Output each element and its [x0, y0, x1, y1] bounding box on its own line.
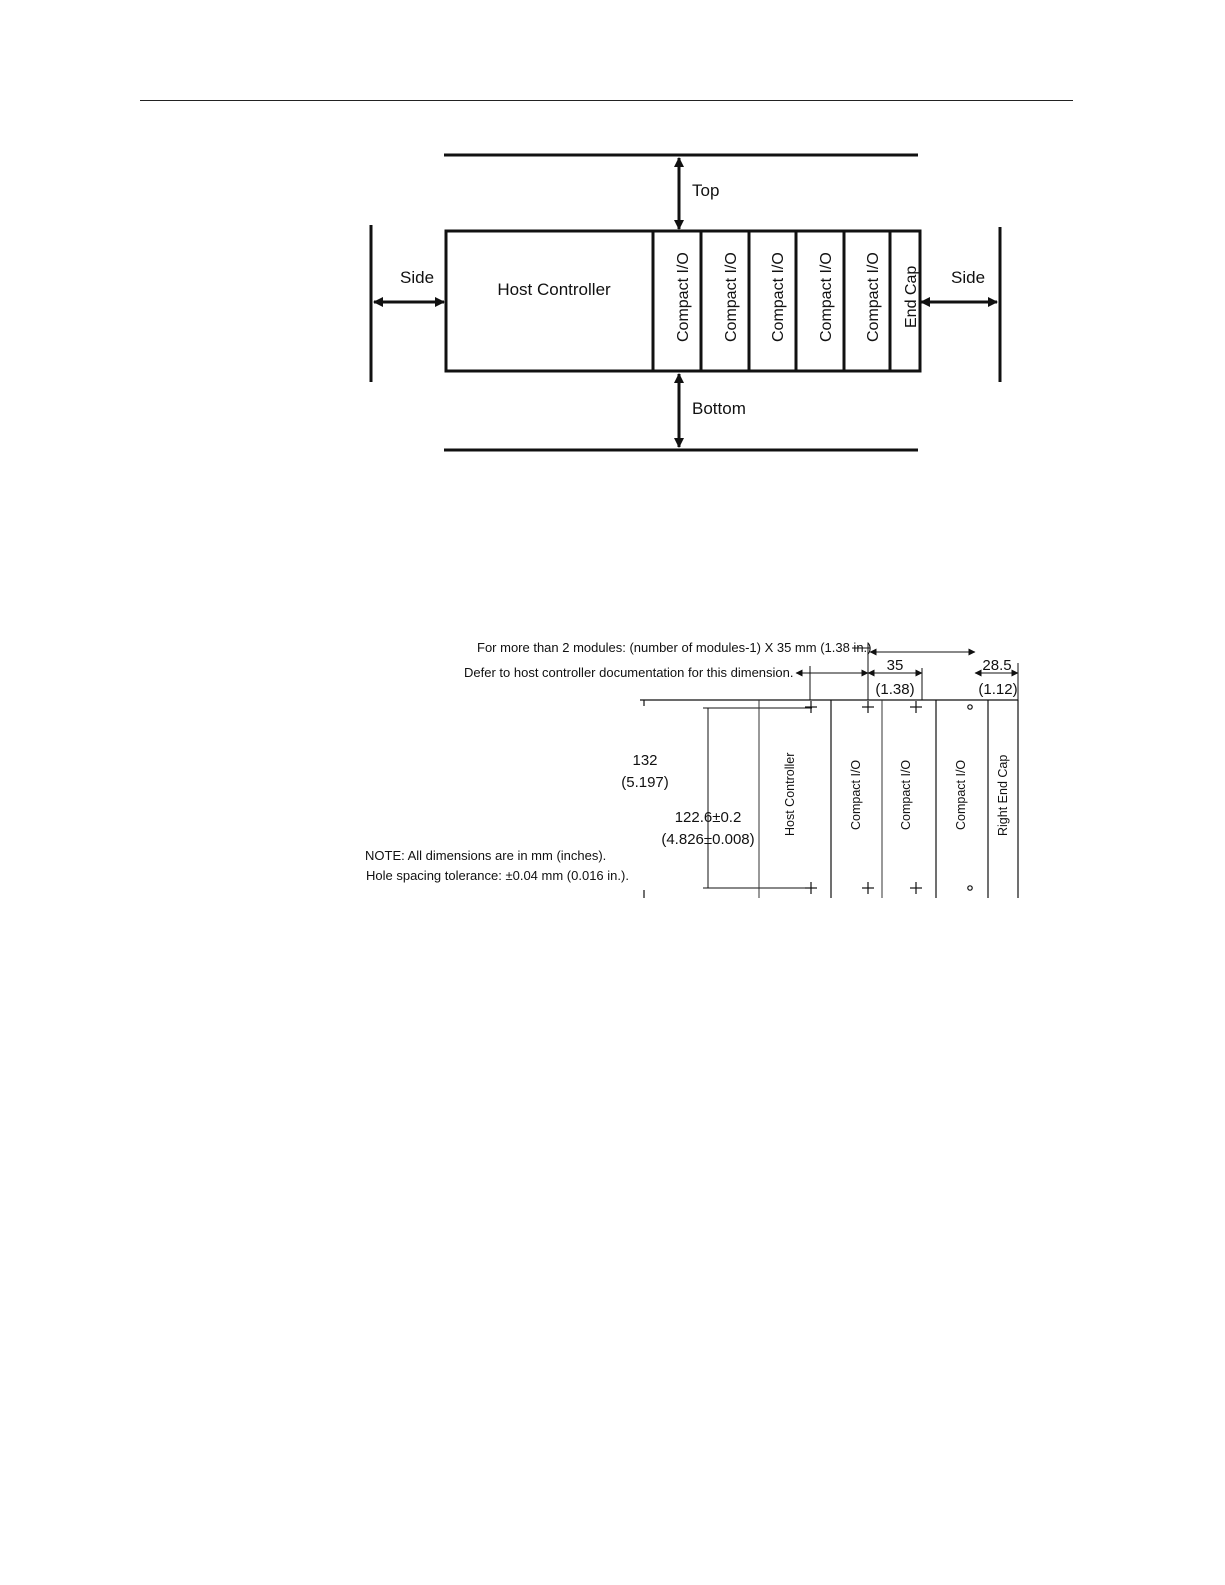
units-note: NOTE: All dimensions are in mm (inches). [365, 848, 607, 863]
modules-spacing-note: For more than 2 modules: (number of modules-1) X 35 mm (1.38 in.). [477, 640, 876, 655]
dim132-mm: 132 [632, 752, 658, 769]
compact-io-label-5: Compact I/O [865, 252, 882, 342]
compact-io-label-small-3: Compact I/O [954, 759, 968, 830]
compact-io-label-3: Compact I/O [770, 252, 787, 342]
dim1226-in: (4.826±0.008) [661, 831, 755, 848]
dim285-in: (1.12) [978, 681, 1018, 698]
compact-io-label-1: Compact I/O [675, 252, 692, 342]
mounting-holes [805, 701, 972, 894]
compact-io-label-2: Compact I/O [723, 252, 740, 342]
left-side-label: Side [400, 268, 435, 287]
end-cap-label: End Cap [903, 265, 920, 328]
right-side-label: Side [951, 268, 986, 287]
dim1226-mm: 122.6±0.2 [674, 809, 742, 826]
compact-io-label-4: Compact I/O [818, 252, 835, 342]
dim132-in: (5.197) [621, 774, 669, 791]
bottom-label: Bottom [692, 399, 746, 418]
dim35-mm: 35 [886, 657, 904, 674]
defer-note: Defer to host controller documentation for this dimension. [464, 665, 794, 680]
top-label: Top [692, 181, 720, 200]
host-controller-label-small: Host Controller [783, 752, 797, 836]
host-controller-label: Host Controller [497, 280, 611, 299]
tolerance-note: Hole spacing tolerance: ±0.04 mm (0.016 in.). [366, 868, 629, 883]
right-end-cap-label: Right End Cap [996, 754, 1010, 836]
compact-io-label-small-1: Compact I/O [849, 759, 863, 830]
compact-io-label-small-2: Compact I/O [899, 759, 913, 830]
dim285-mm: 28.5 [982, 657, 1012, 674]
dim35-in: (1.38) [875, 681, 915, 698]
